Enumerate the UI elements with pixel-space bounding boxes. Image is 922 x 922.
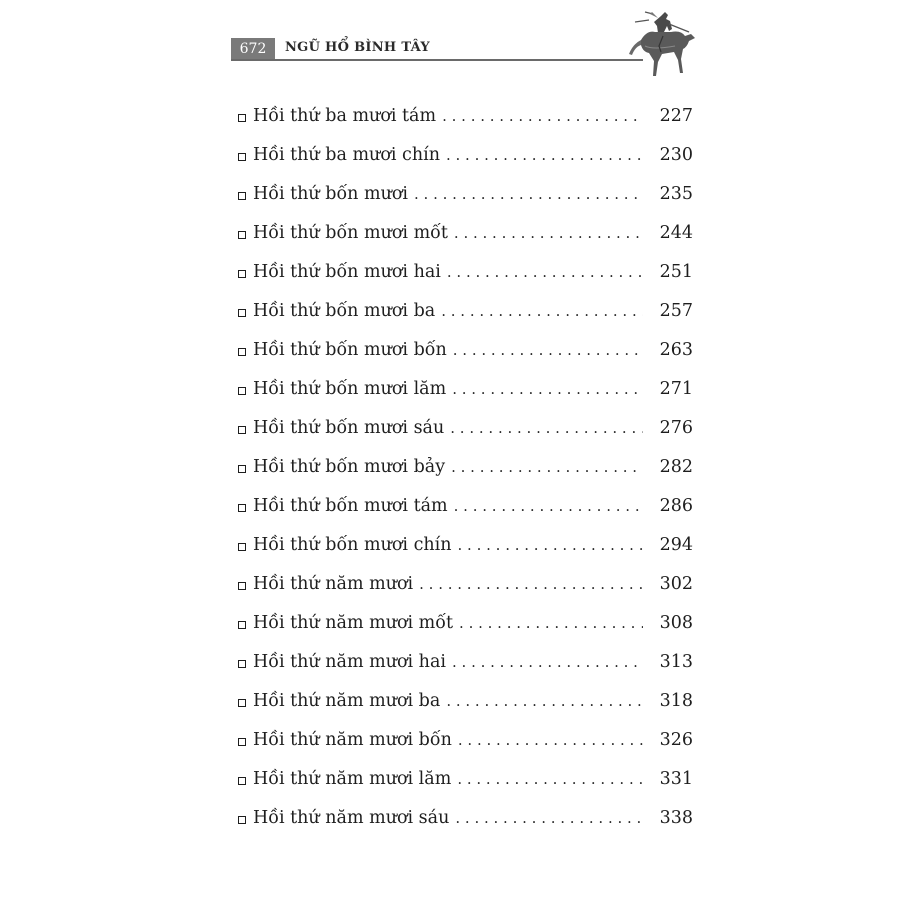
checkbox-bullet-icon [238,387,246,395]
toc-entry [238,642,693,681]
checkbox-bullet-icon [238,543,246,551]
toc-entry-title: Hồi thứ bốn mươi sáu [253,417,445,438]
toc-entry-title: Hồi thứ bốn mươi tám [253,495,448,516]
checkbox-bullet-icon [238,777,246,785]
dot-leader [447,263,643,281]
checkbox-bullet-icon [238,621,246,629]
checkbox-bullet-icon [238,738,246,746]
horseman-icon [623,10,701,80]
toc-entry-page: 331 [659,768,693,789]
toc-entry [238,564,693,603]
toc-entry [238,525,693,564]
toc-entry-page: 257 [659,300,693,321]
dot-leader [446,692,643,710]
toc-entry-title: Hồi thứ năm mươi lăm [253,768,452,789]
checkbox-bullet-icon [238,465,246,473]
toc-entry-page: 271 [659,378,693,399]
toc-entry-page: 308 [659,612,693,633]
dot-leader [455,809,643,827]
dot-leader [414,185,643,203]
dot-leader [458,536,643,554]
checkbox-bullet-icon [238,309,246,317]
checkbox-bullet-icon [238,426,246,434]
toc-entry [238,252,693,291]
checkbox-bullet-icon [238,153,246,161]
toc-entry-page: 302 [659,573,693,594]
dot-leader [442,107,643,125]
checkbox-bullet-icon [238,582,246,590]
toc-entry-title: Hồi thứ năm mươi ba [253,690,441,711]
checkbox-bullet-icon [238,504,246,512]
book-title: NGŨ HỔ BÌNH TÂY [285,40,430,55]
toc-entry [238,798,693,837]
toc-entry [238,720,693,759]
toc-entry [238,681,693,720]
toc-entry [238,369,693,408]
toc-entry-title: Hồi thứ bốn mươi hai [253,261,441,282]
running-header [231,38,701,86]
toc-entry [238,759,693,798]
toc-entry-title: Hồi thứ bốn mươi bảy [253,456,446,477]
page-number: 672 [231,38,275,60]
toc-entry [238,486,693,525]
toc-entry-page: 318 [659,690,693,711]
toc-entry [238,213,693,252]
toc-entry-title: Hồi thứ bốn mươi chín [253,534,452,555]
toc-entry-title: Hồi thứ bốn mươi ba [253,300,436,321]
checkbox-bullet-icon [238,660,246,668]
toc-entry [238,330,693,369]
checkbox-bullet-icon [238,348,246,356]
dot-leader [457,770,643,788]
toc-entry-page: 276 [659,417,693,438]
dot-leader [452,653,643,671]
toc-entry-title: Hồi thứ năm mươi bốn [253,729,452,750]
toc-entry-title: Hồi thứ bốn mươi mốt [253,222,448,243]
checkbox-bullet-icon [238,816,246,824]
toc-entry-title: Hồi thứ năm mươi [253,573,414,594]
toc-entry-page: 251 [659,261,693,282]
dot-leader [450,419,643,437]
toc-entry-title: Hồi thứ ba mươi tám [253,105,437,126]
toc-entry-title: Hồi thứ ba mươi chín [253,144,440,165]
toc-entry-title: Hồi thứ bốn mươi [253,183,409,204]
toc-entry-title: Hồi thứ năm mươi hai [253,651,446,672]
dot-leader [458,731,643,749]
header-rule [231,59,643,61]
toc-entry-page: 282 [659,456,693,477]
checkbox-bullet-icon [238,699,246,707]
toc-entry [238,603,693,642]
toc-entry-page: 294 [659,534,693,555]
table-of-contents [238,96,693,837]
checkbox-bullet-icon [238,231,246,239]
toc-entry [238,408,693,447]
toc-entry-page: 313 [659,651,693,672]
toc-entry-page: 263 [659,339,693,360]
dot-leader [446,146,643,164]
toc-entry-page: 230 [659,144,693,165]
checkbox-bullet-icon [238,192,246,200]
toc-entry-page: 326 [659,729,693,750]
toc-entry-page: 235 [659,183,693,204]
dot-leader [419,575,643,593]
toc-entry [238,174,693,213]
toc-entry-title: Hồi thứ năm mươi mốt [253,612,454,633]
dot-leader [454,224,643,242]
toc-entry [238,135,693,174]
toc-entry-page: 244 [659,222,693,243]
toc-entry-title: Hồi thứ bốn mươi bốn [253,339,447,360]
toc-entry-page: 227 [659,105,693,126]
dot-leader [441,302,643,320]
toc-entry-title: Hồi thứ năm mươi sáu [253,807,450,828]
dot-leader [459,614,643,632]
toc-entry [238,96,693,135]
toc-entry [238,291,693,330]
toc-entry-page: 286 [659,495,693,516]
dot-leader [451,458,643,476]
dot-leader [453,341,643,359]
toc-entry-title: Hồi thứ bốn mươi lăm [253,378,447,399]
checkbox-bullet-icon [238,270,246,278]
checkbox-bullet-icon [238,114,246,122]
dot-leader [452,380,643,398]
toc-entry [238,447,693,486]
toc-entry-page: 338 [659,807,693,828]
dot-leader [454,497,643,515]
